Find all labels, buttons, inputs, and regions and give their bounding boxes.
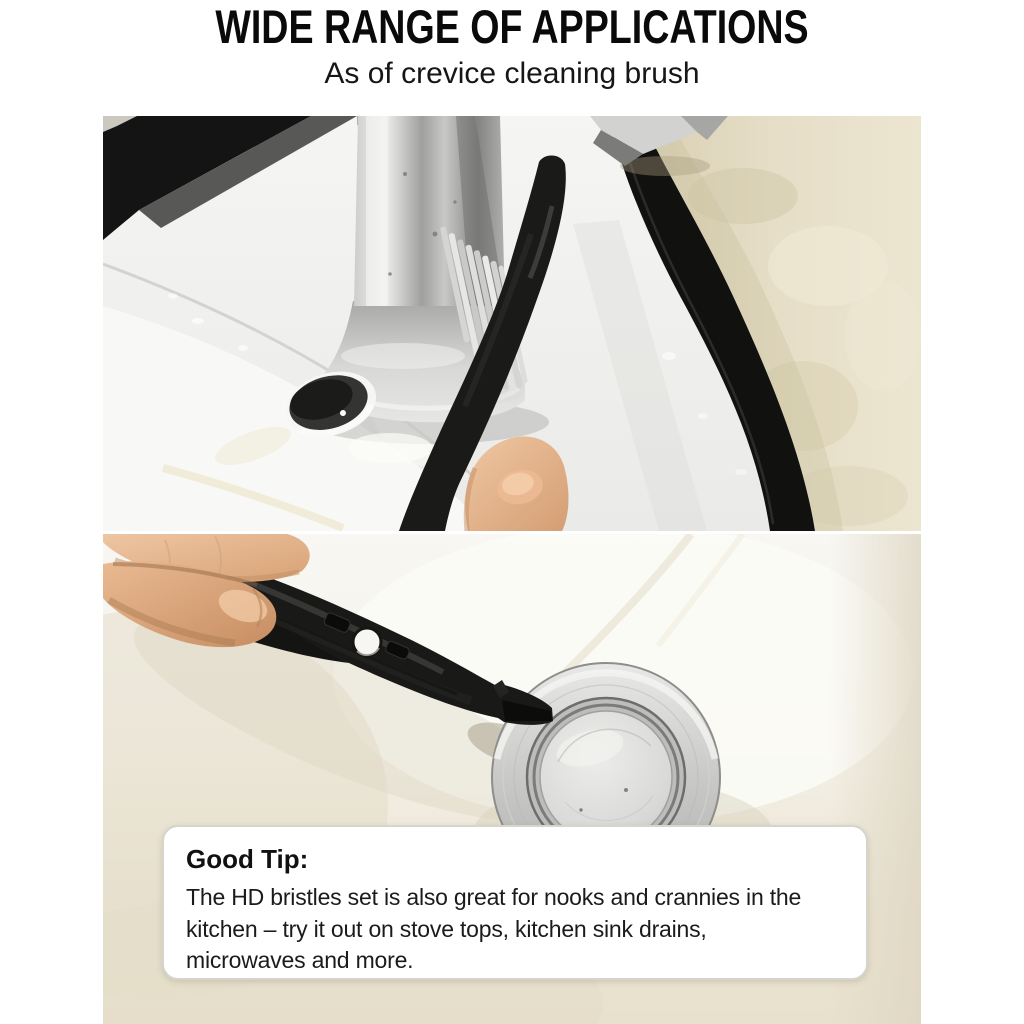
photo-top-illustration — [103, 116, 921, 531]
page-title: WIDE RANGE OF APPLICATIONS — [215, 0, 809, 53]
tip-line: kitchen – try it out on stove tops, kitchen sink drains, — [186, 915, 707, 942]
overflow-shine — [348, 433, 432, 463]
photo-crevice-brush-sink-faucet — [103, 116, 921, 531]
page-subtitle: As of crevice cleaning brush — [324, 57, 700, 90]
tip-card — [162, 825, 868, 980]
tip-line: The HD bristles set is also great for nooks and crannies in the — [186, 884, 802, 910]
tip-line: microwaves and more. — [186, 947, 414, 973]
tip-heading: Good Tip: — [186, 844, 309, 874]
